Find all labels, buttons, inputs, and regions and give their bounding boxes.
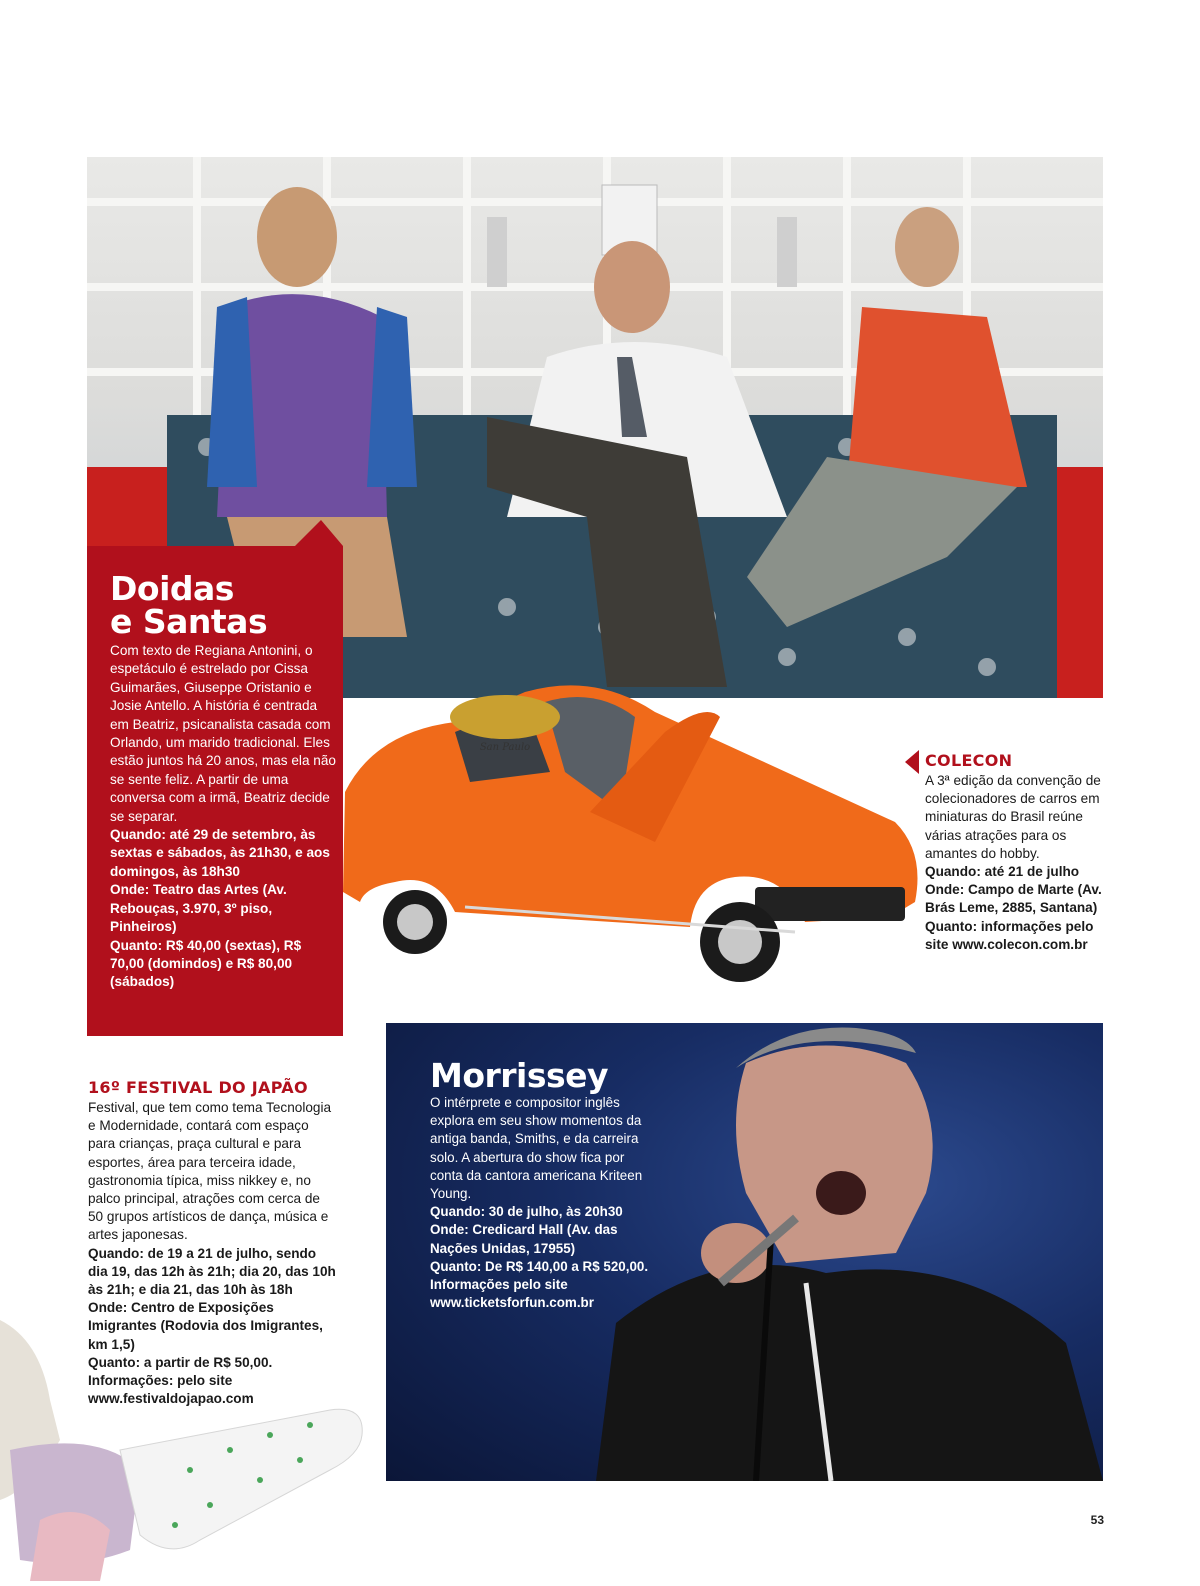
morrissey-where: Onde: Credicard Hall (Av. das Nações Unidas, 17955) [430, 1222, 618, 1256]
doidas-price: Quanto: R$ 40,00 (sextas), R$ 70,00 (domindos) e R$ 80,00 (sábados) [110, 937, 302, 990]
doidas-title-line1: Doidas [110, 569, 234, 608]
morrissey-price: Quanto: De R$ 140,00 a R$ 520,00. Informações pelo site www.ticketsforfun.com.br [430, 1258, 649, 1311]
festival-when: Quando: de 19 a 21 de julho, sendo dia 19, das 12h às 21h; dia 20, das 10h às 21h; e dia 21, das 10h às 18h [88, 1245, 336, 1298]
page-number: 53 [1090, 1513, 1104, 1527]
colecon-arrow-icon [905, 750, 919, 774]
festival-price: Quanto: a partir de R$ 50,00. [88, 1354, 273, 1370]
morrissey-when: Quando: 30 de julho, às 20h30 [430, 1204, 623, 1220]
sock-photo [0, 1320, 370, 1581]
morrissey-title: Morrissey [430, 1056, 609, 1095]
doidas-e-santas-article [87, 520, 343, 1036]
doidas-body [110, 642, 338, 992]
colecon-description: A 3ª edição da convenção de colecionadores de carros em miniaturas do Brasil reúne várias atrações para os amantes do hobby. [925, 773, 1101, 861]
doidas-title [110, 569, 340, 641]
colecon-price: Quanto: informações pelo site www.colecon.com.br [925, 918, 1094, 952]
colecon-body [925, 772, 1105, 954]
doidas-description: Com texto de Regiana Antonini, o espetáculo é estrelado por Cissa Guimarães, Giuseppe Oristanio e Josie Antello. A história é centrada em Beatriz, psicanalista casada com Orlando, um marido tradicional. Eles estão juntos há 20 anos, mas ela não se sente feliz. A partir de uma conversa com a irmã, Beatriz decide se separar. [110, 643, 336, 824]
miniature-car-photo [335, 672, 925, 1012]
morrissey-body [430, 1094, 655, 1312]
colecon-title: COLECON [925, 751, 1013, 770]
colecon-where: Onde: Campo de Marte (Av. Brás Leme, 2885, Santana) [925, 882, 1102, 916]
doidas-title-line2: e Santas [110, 602, 268, 641]
morrissey-article [430, 1058, 655, 1312]
doidas-when: Quando: até 29 de setembro, às sextas e sábados, às 21h30, e aos domingos, às 18h30 [110, 827, 330, 879]
doidas-where: Onde: Teatro das Artes (Av. Rebouças, 3.970, 3º piso, Pinheiros) [110, 882, 287, 935]
festival-where: Onde: Centro de Exposições Imigrantes (Rodovia dos Imigrantes, km 1,5) [88, 1300, 323, 1352]
festival-info: Informações: pelo site www.festivaldojapao.com [88, 1373, 254, 1407]
colecon-when: Quando: até 21 de julho [925, 864, 1080, 880]
colecon-article [925, 750, 1105, 954]
festival-title: 16º FESTIVAL DO JAPÃO [88, 1078, 308, 1097]
car-decal-text: San Paulo [479, 742, 531, 753]
festival-description: Festival, que tem como tema Tecnologia e Modernidade, contará com espaço para crianças, praça cultural e para esportes, área para terceira idade, gastronomia típica, miss nikkey e, no palco principal, atrações com cerca de 50 grupos artísticos de dança, música e artes japonesas. [88, 1100, 332, 1243]
morrissey-description: O intérprete e compositor inglês explora em seu show momentos da antiga banda, Smiths, e da carreira solo. A abertura do show fica por conta da cantora americana Kriteen Young. [430, 1095, 643, 1202]
